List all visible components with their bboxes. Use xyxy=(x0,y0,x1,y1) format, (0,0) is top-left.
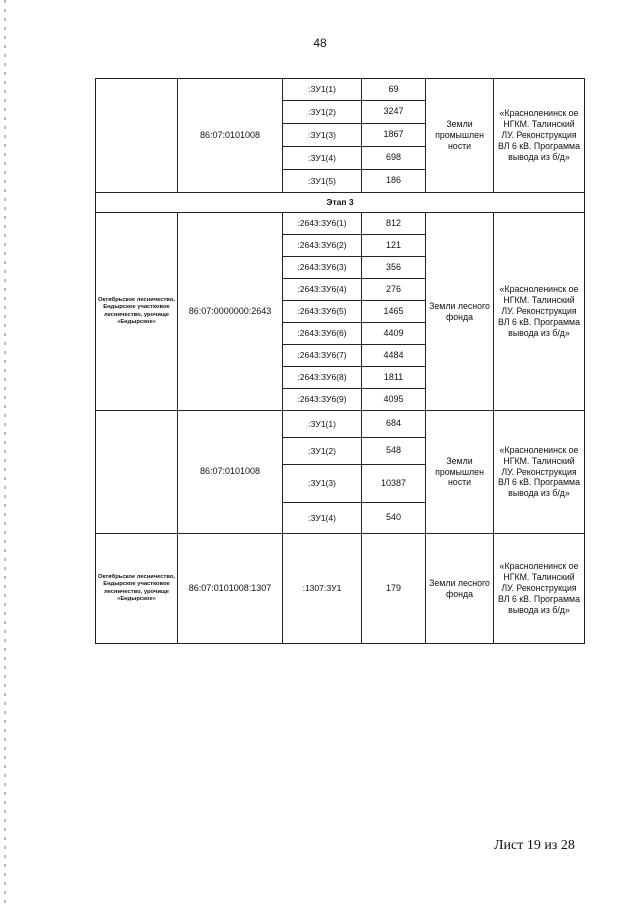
table-row xyxy=(96,79,585,101)
plot-area: 4409 xyxy=(362,323,426,345)
cadastral-number: 86:07:0000000:2643 xyxy=(178,213,283,411)
plot-area: 4095 xyxy=(362,389,426,411)
land-category: Земли промышлен ности xyxy=(426,79,494,193)
table-row xyxy=(96,213,585,235)
plot-area: 179 xyxy=(362,534,426,644)
land-category: Земли лесного фонда xyxy=(426,534,494,644)
plot-area: 1811 xyxy=(362,367,426,389)
plot-area: 1465 xyxy=(362,301,426,323)
plot-area: 1867 xyxy=(362,124,426,147)
plot-id: :ЗУ1(4) xyxy=(283,147,362,170)
plot-id: :ЗУ1(1) xyxy=(283,79,362,101)
plot-id: :ЗУ1(5) xyxy=(283,170,362,193)
plot-id: :1307:ЗУ1 xyxy=(283,534,362,644)
owner-cell xyxy=(96,411,178,534)
table-row xyxy=(96,411,585,438)
owner-cell: Октябрьское лесничество, Ендырское участковое лесничество, урочище «Ендырское» xyxy=(96,534,178,644)
stage-row xyxy=(96,193,585,213)
plot-area: 121 xyxy=(362,235,426,257)
plot-area: 356 xyxy=(362,257,426,279)
land-category: Земли промышлен ности xyxy=(426,411,494,534)
scan-edge xyxy=(4,0,6,905)
plot-id: :2643:ЗУ6(9) xyxy=(283,389,362,411)
cadastral-number: 86:07:0101008 xyxy=(178,411,283,534)
plot-id: :2643:ЗУ6(8) xyxy=(283,367,362,389)
plot-area: 186 xyxy=(362,170,426,193)
table-row xyxy=(96,534,585,644)
plot-id: :ЗУ1(2) xyxy=(283,438,362,465)
purpose: «Красноленинск ое НГКМ. Талинский ЛУ. Реконструкция ВЛ 6 кВ. Программа вывода из б/д» xyxy=(494,79,585,193)
plot-area: 69 xyxy=(362,79,426,101)
plot-area: 276 xyxy=(362,279,426,301)
purpose: «Красноленинск ое НГКМ. Талинский ЛУ. Реконструкция ВЛ 6 кВ. Программа вывода из б/д» xyxy=(494,534,585,644)
land-plots-table xyxy=(95,78,585,644)
plot-area: 548 xyxy=(362,438,426,465)
land-category: Земли лесного фонда xyxy=(426,213,494,411)
owner-cell: Октябрьское лесничество, Ендырское участковое лесничество, урочище «Ендырское» xyxy=(96,213,178,411)
plot-area: 10387 xyxy=(362,465,426,503)
plot-id: :2643:ЗУ6(1) xyxy=(283,213,362,235)
purpose: «Красноленинск ое НГКМ. Талинский ЛУ. Реконструкция ВЛ 6 кВ. Программа вывода из б/д» xyxy=(494,411,585,534)
owner-cell xyxy=(96,79,178,193)
plot-id: :ЗУ1(3) xyxy=(283,465,362,503)
plot-area: 812 xyxy=(362,213,426,235)
page-number: 48 xyxy=(313,36,327,50)
plot-id: :2643:ЗУ6(6) xyxy=(283,323,362,345)
plot-area: 4484 xyxy=(362,345,426,367)
plot-id: :ЗУ1(3) xyxy=(283,124,362,147)
purpose: «Красноленинск ое НГКМ. Талинский ЛУ. Реконструкция ВЛ 6 кВ. Программа вывода из б/д» xyxy=(494,213,585,411)
stage-heading: Этап 3 xyxy=(96,193,585,213)
plot-id: :ЗУ1(2) xyxy=(283,101,362,124)
plot-area: 540 xyxy=(362,503,426,534)
sheet-label: Лист 19 из 28 xyxy=(494,838,575,853)
plot-id: :2643:ЗУ6(3) xyxy=(283,257,362,279)
plot-id: :ЗУ1(1) xyxy=(283,411,362,438)
plot-area: 698 xyxy=(362,147,426,170)
cadastral-number: 86:07:0101008:1307 xyxy=(178,534,283,644)
plot-id: :2643:ЗУ6(4) xyxy=(283,279,362,301)
plot-area: 3247 xyxy=(362,101,426,124)
plot-id: :2643:ЗУ6(2) xyxy=(283,235,362,257)
plot-id: :2643:ЗУ6(7) xyxy=(283,345,362,367)
plot-area: 684 xyxy=(362,411,426,438)
cadastral-number: 86:07:0101008 xyxy=(178,79,283,193)
plot-id: :2643:ЗУ6(5) xyxy=(283,301,362,323)
plot-id: :ЗУ1(4) xyxy=(283,503,362,534)
